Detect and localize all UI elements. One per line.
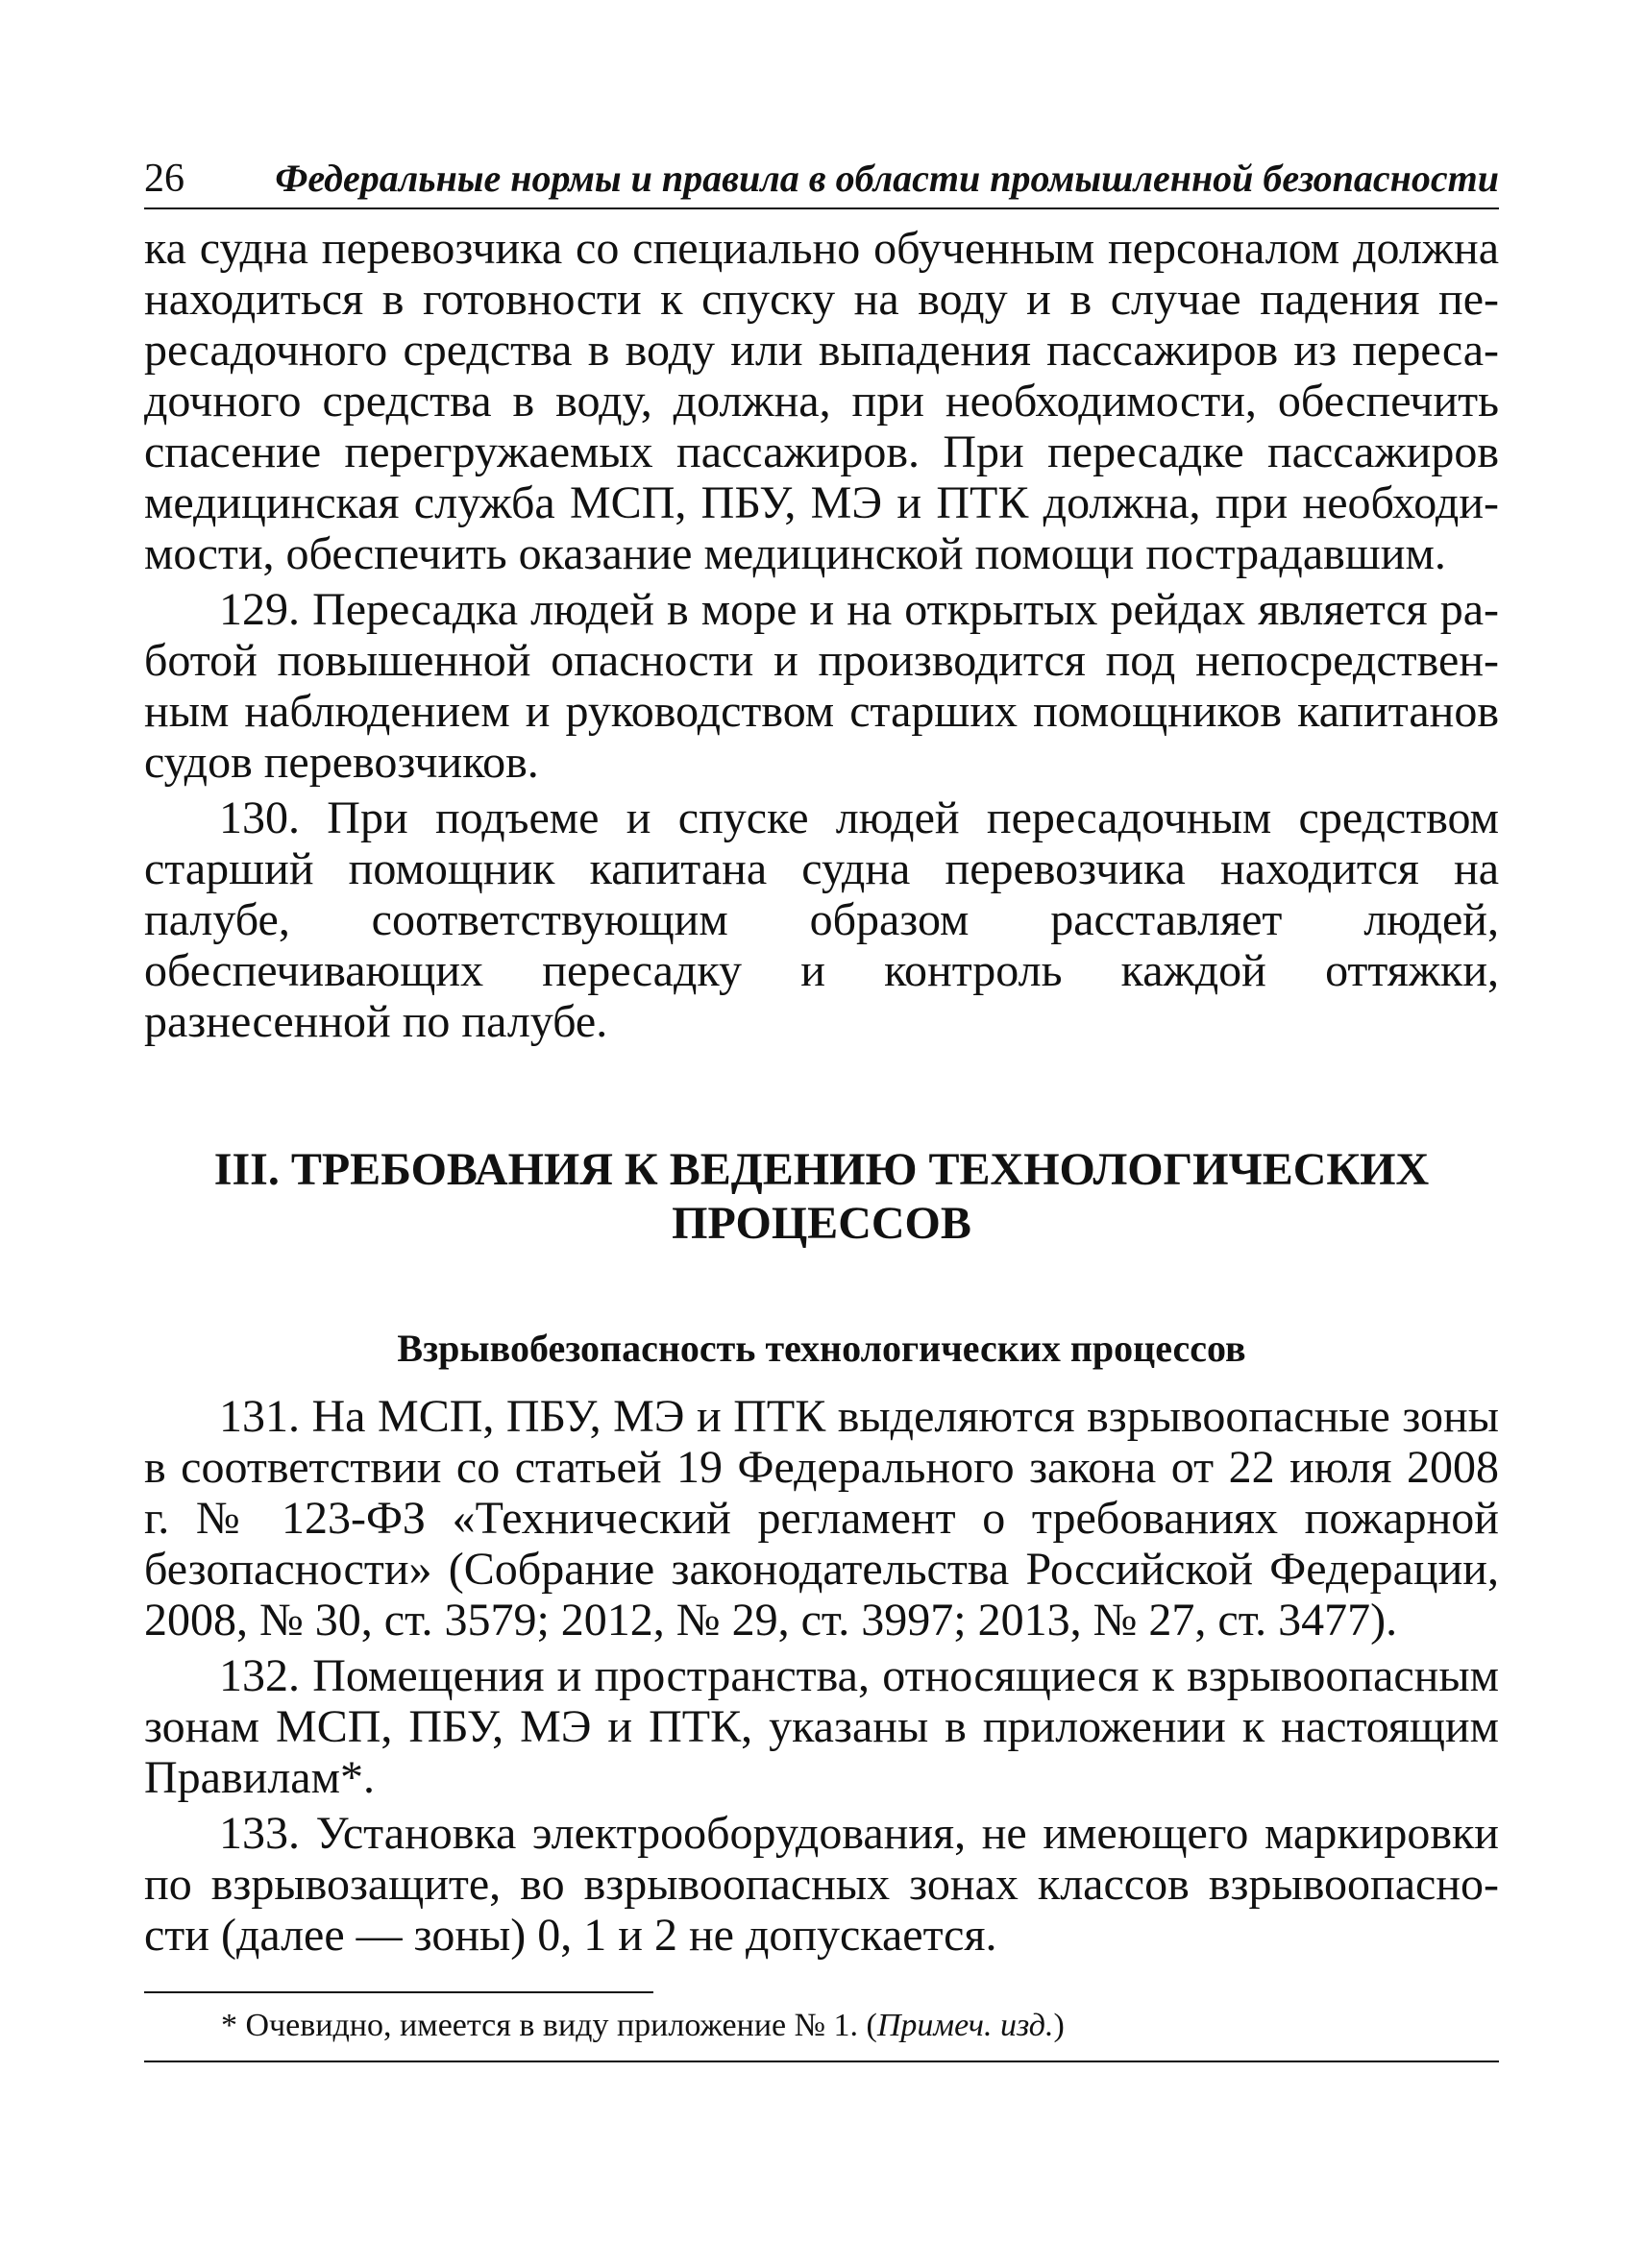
running-header bbox=[144, 154, 1499, 209]
bottom-rule bbox=[144, 2061, 1499, 2062]
document-page bbox=[144, 154, 1499, 2062]
paragraph-continuation: ка судна перевозчика со специально обученным персоналом должна находиться в готовности к спуску на воду и в случае падения пересадочного средства в воду или выпадения пассажиров из пересадочного средства в воду, должна, при необходимости, обеспечить спасение перегружаемых пассажиров. При пересадке пассажиров медицинская служба МСП, ПБУ, МЭ и ПТК должна, при необходимости, обеспечить оказание медицинской помощи пострадавшим. bbox=[144, 223, 1499, 579]
footnote-editor-note: Примеч. изд. bbox=[876, 2008, 1054, 2043]
subsection-heading: Взрывобезопасность технологических процессов bbox=[397, 1327, 1246, 1370]
running-header-title: Федеральные нормы и правила в области промышленной безопасности bbox=[275, 157, 1499, 200]
footnote-separator bbox=[144, 1991, 653, 1993]
paragraph-129: 129. Пересадка людей в море и на открытых рейдах является работой повышенной опасности и производится под непосредственным наблюдением и руководством старших помощников капитанов судов перевозчиков. bbox=[144, 584, 1499, 788]
page-number: 26 bbox=[144, 157, 184, 201]
section-heading bbox=[144, 1143, 1499, 1251]
paragraph-133: 133. Установка электрооборудования, не имеющего маркировки по взрывозащите, во взрывоопасных зонах классов взрывоопасности (далее — зоны) 0, 1 и 2 не допускается. bbox=[144, 1808, 1499, 1961]
section-heading-line2: ПРОЦЕССОВ bbox=[672, 1198, 971, 1249]
footnote bbox=[144, 2005, 1499, 2047]
section-heading-line1: III. ТРЕБОВАНИЯ К ВЕДЕНИЮ ТЕХНОЛОГИЧЕСКИХ bbox=[213, 1144, 1430, 1195]
footnote-close: ) bbox=[1053, 2008, 1065, 2043]
paragraph-131: 131. На МСП, ПБУ, МЭ и ПТК выделяются взрывоопасные зоны в соответствии со статьей 19 Федерального закона от 22 июля 2008 г. № 123-ФЗ «Технический регламент о требованиях пожарной безопасности» (Собрание законодательства Российской Федерации, 2008, № 30, ст. 3579; 2012, № 29, ст. 3997; 2013, № 27, ст. 3477). bbox=[144, 1391, 1499, 1646]
body-text bbox=[144, 223, 1499, 1961]
paragraph-132: 132. Помещения и пространства, относящиеся к взрывоопасным зонам МСП, ПБУ, МЭ и ПТК, указаны в приложении к настоящим Правилам*. bbox=[144, 1650, 1499, 1803]
paragraph-130: 130. При подъеме и спуске людей пересадочным средством старший помощник капитана судна перевозчика находится на палубе, соответствующим образом расставляет людей, обеспечивающих пересадку и контроль каждой оттяжки, разнесенной по палубе. bbox=[144, 793, 1499, 1047]
footnote-text: * Очевидно, имеется в виду приложение № 1. ( bbox=[221, 2008, 877, 2043]
